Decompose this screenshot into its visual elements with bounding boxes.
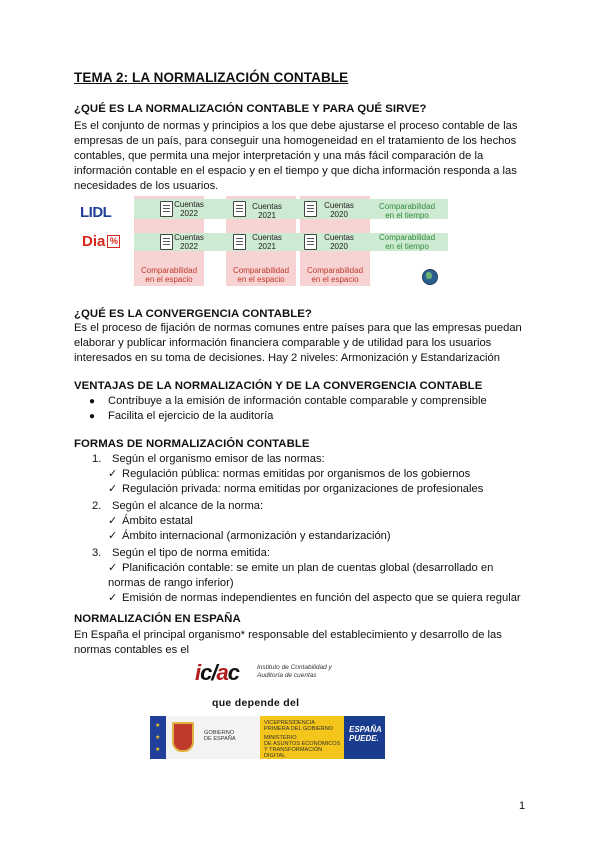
star-icon: ★	[155, 735, 161, 741]
section-heading-formas: FORMAS DE NORMALIZACIÓN CONTABLE	[74, 438, 310, 450]
numbered-item	[0, 452, 600, 467]
label-line: PUEDE.	[349, 734, 379, 743]
section-heading-convergencia: ¿QUÉ ES LA CONVERGENCIA CONTABLE?	[74, 308, 312, 320]
space-comparability-label	[136, 266, 202, 284]
cell-year: 2021	[258, 242, 276, 251]
checkmark-icon: ✓	[108, 592, 118, 604]
item-number: 2.	[92, 500, 102, 512]
coat-of-arms-icon	[172, 722, 194, 752]
list-item-text: Facilita el ejercicio de la auditoría	[108, 410, 274, 422]
label-line: Comparabilidad	[140, 266, 198, 275]
label-line: Comparabilidad	[232, 266, 290, 275]
space-comparability-label	[228, 266, 294, 284]
label-line: Y TRANSFORMACIÓN DIGITAL	[264, 747, 323, 759]
label-line: ESPAÑA	[349, 725, 382, 734]
globe-icon	[422, 269, 438, 285]
paragraph-line: necesidades de los usuarios.	[74, 180, 219, 192]
ministerio-label	[264, 720, 344, 759]
accounts-cell-dia-2022	[174, 233, 204, 251]
page-number: 1	[519, 800, 526, 812]
bullet-icon: ●	[89, 396, 96, 407]
gobierno-logo-banner	[150, 716, 385, 759]
subtitle-line: Instituto de Contabilidad y	[257, 664, 332, 671]
checkmark-icon: ✓	[108, 483, 118, 495]
numbered-item	[0, 546, 600, 561]
eu-flag-icon	[150, 716, 166, 759]
numbered-item-text: Según el alcance de la norma:	[112, 500, 264, 512]
section-paragraph-espana	[74, 628, 526, 658]
section-heading-espana: NORMALIZACIÓN EN ESPAÑA	[74, 613, 241, 625]
paragraph-line: Es el conjunto de normas y principios a los que debe ajustarse el proceso contable de las	[74, 120, 518, 132]
cell-year: 2020	[330, 242, 348, 251]
document-icon	[160, 234, 173, 250]
numbered-item	[0, 499, 600, 514]
paragraph-line: En España el principal organismo* responsable del establecimiento y desarrollo de las	[74, 629, 502, 641]
label-line: PRIMERA DEL GOBIERNO	[264, 726, 334, 732]
check-item	[0, 482, 600, 497]
section-heading-normalizacion: ¿QUÉ ES LA NORMALIZACIÓN CONTABLE Y PARA QUÉ SIRVE?	[74, 103, 427, 115]
star-icon: ★	[155, 723, 161, 729]
item-number: 1.	[92, 453, 102, 465]
paragraph-line: Es el proceso de fijación de normas comunes entre países para que las empresas puedan	[74, 322, 522, 334]
star-icon: ★	[155, 747, 161, 753]
time-comparability-label	[372, 202, 442, 220]
numbered-item-text: Según el tipo de norma emitida:	[112, 547, 270, 559]
checkmark-icon: ✓	[108, 515, 118, 527]
logo-letter: c	[227, 660, 239, 685]
lidl-logo	[80, 204, 111, 221]
check-item	[0, 514, 600, 529]
bullet-icon: ●	[89, 411, 96, 422]
accounts-cell-lidl-2022	[174, 200, 204, 218]
dia-percent-mark: %	[107, 235, 120, 248]
document-icon	[304, 234, 317, 250]
label-line: Comparabilidad	[378, 233, 436, 242]
section-heading-ventajas: VENTAJAS DE LA NORMALIZACIÓN Y DE LA CONVERGENCIA CONTABLE	[74, 380, 483, 392]
cell-label: Cuentas	[174, 200, 204, 209]
gobierno-label	[204, 730, 236, 742]
document-icon	[304, 201, 317, 217]
checkmark-icon: ✓	[108, 468, 118, 480]
ventajas-list	[0, 394, 600, 424]
icac-logo-mark	[195, 660, 239, 686]
cell-year: 2022	[180, 242, 198, 251]
cell-label: Cuentas	[324, 233, 354, 242]
label-line: Comparabilidad	[306, 266, 364, 275]
cell-year: 2022	[180, 209, 198, 218]
accounts-cell-lidl-2020	[322, 201, 356, 219]
check-item-text: normas de rango inferior)	[108, 577, 234, 589]
cell-year: 2020	[330, 210, 348, 219]
label-line: Comparabilidad	[378, 202, 436, 211]
dia-logo-text: Dia	[82, 233, 106, 250]
label-line: DE ESPAÑA	[204, 736, 236, 742]
label-line: en el espacio	[237, 275, 285, 284]
check-item-text: Planificación contable: se emite un plan de cuentas global (desarrollado en	[122, 562, 494, 574]
document-icon	[233, 201, 246, 217]
depende-caption: que depende del	[212, 697, 300, 709]
list-item	[0, 409, 600, 424]
paragraph-line: contables, que permita una mejor interpretación y una más fácil comparación de la	[74, 150, 484, 162]
time-comparability-label	[372, 233, 442, 251]
section-paragraph-normalizacion	[74, 119, 526, 194]
document-icon	[160, 201, 173, 217]
check-item-text: Ámbito estatal	[122, 515, 193, 527]
espana-puede-label	[349, 725, 382, 743]
label-line: en el espacio	[145, 275, 193, 284]
subtitle-line: Auditoría de cuentas	[257, 672, 317, 679]
label-line: GOBIERNO	[204, 730, 235, 736]
check-item-text: Regulación pública: normas emitidas por organismos de los gobiernos	[122, 468, 471, 480]
check-item-text: Ámbito internacional (armonización y estandarización)	[122, 530, 391, 542]
cell-label: Cuentas	[174, 233, 204, 242]
label-line: DE ASUNTOS ECONÓMICOS	[264, 741, 341, 747]
logo-letter: i	[195, 660, 201, 685]
logo-letter: a	[216, 660, 228, 685]
check-item	[0, 529, 600, 544]
comparability-diagram	[76, 196, 448, 290]
check-item-text: Regulación privada: norma emitidas por organizaciones de profesionales	[122, 483, 484, 495]
icac-logo	[195, 660, 345, 688]
icac-logo-subtitle	[257, 664, 345, 680]
checkmark-icon: ✓	[108, 562, 118, 574]
lidl-logo-text: LIDL	[80, 204, 112, 221]
cell-label: Cuentas	[252, 233, 282, 242]
check-item	[0, 467, 600, 482]
paragraph-line: elaborar y publicar información financiera comparable y de utilidad para los usuarios	[74, 337, 492, 349]
item-number: 3.	[92, 547, 102, 559]
check-item-text: Emisión de normas independientes en función del aspecto que se quiera regular	[122, 592, 521, 604]
check-item-continuation	[0, 576, 600, 591]
list-item	[0, 394, 600, 409]
formas-list	[0, 452, 600, 606]
paragraph-line: empresas de un país, para conseguir una homogeneidad en el tratamiento de los hechos	[74, 135, 517, 147]
section-paragraph-convergencia	[74, 321, 526, 366]
list-item-text: Contribuye a la emisión de información contable comparable y comprensible	[108, 395, 487, 407]
label-line: en el espacio	[311, 275, 359, 284]
logo-letter: /	[211, 660, 217, 685]
check-item	[0, 591, 600, 606]
checkmark-icon: ✓	[108, 530, 118, 542]
label-line: MINISTERIO	[264, 735, 297, 741]
accounts-cell-lidl-2021	[250, 202, 284, 220]
logo-letter: c	[200, 660, 212, 685]
label-line: VICEPRESIDENCIA	[264, 720, 315, 726]
paragraph-line: normas contables es el	[74, 644, 190, 656]
accounts-cell-dia-2020	[322, 233, 356, 251]
cell-label: Cuentas	[324, 201, 354, 210]
paragraph-line: interesados en su toma de decisiones. Hay 2 niveles: Armonización y Estandarización	[74, 352, 500, 364]
numbered-item-text: Según el organismo emisor de las normas:	[112, 453, 325, 465]
accounts-cell-dia-2021	[250, 233, 284, 251]
espana-puede-panel	[344, 716, 385, 759]
label-line: en el tiempo	[385, 211, 429, 220]
dia-logo	[82, 233, 120, 250]
cell-year: 2021	[258, 211, 276, 220]
document-icon	[233, 234, 246, 250]
page-title: TEMA 2: LA NORMALIZACIÓN CONTABLE	[74, 70, 349, 85]
cell-label: Cuentas	[252, 202, 282, 211]
paragraph-line: información contable en el espacio y en el tiempo y que dicha información responda a las	[74, 165, 517, 177]
ministerio-panel	[260, 716, 344, 759]
space-comparability-label	[302, 266, 368, 284]
check-item	[0, 561, 600, 576]
label-line: en el tiempo	[385, 242, 429, 251]
